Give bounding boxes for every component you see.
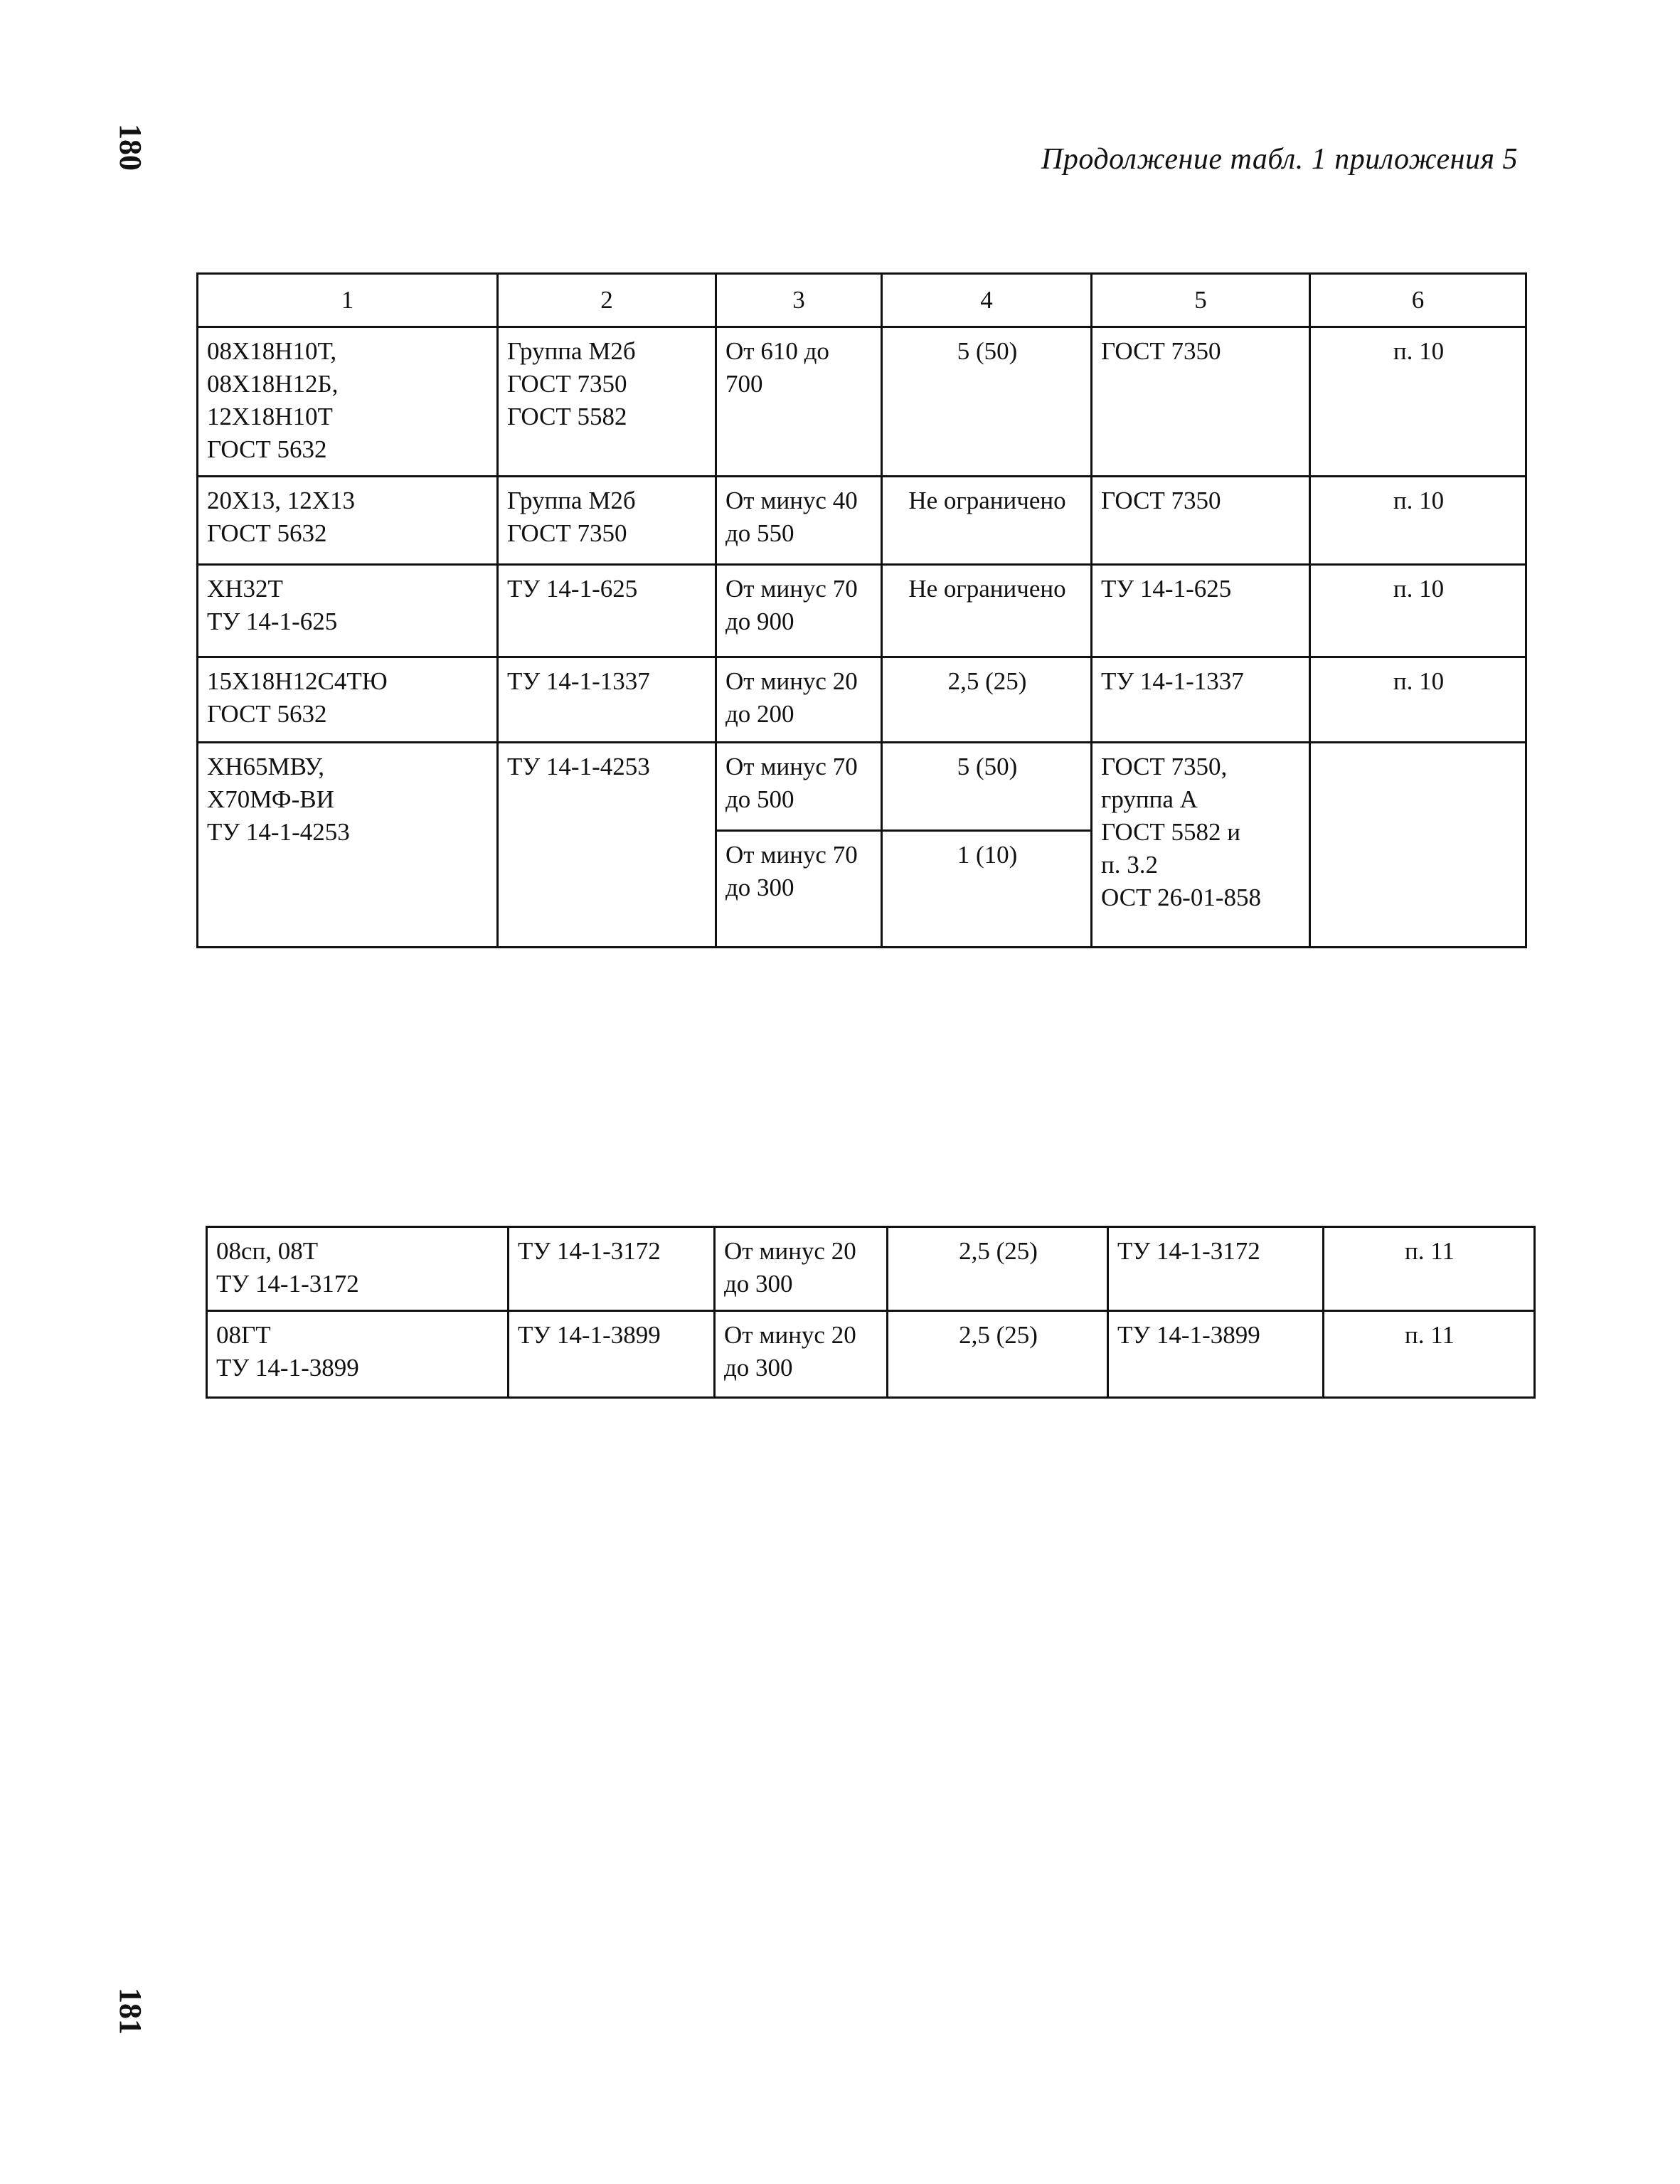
standard-cell: ТУ 14-1-3899: [1108, 1311, 1324, 1398]
note-cell: п. 11: [1324, 1311, 1535, 1398]
pressure-cell: Не ограничено: [882, 477, 1092, 565]
grade-cell: ТУ 14-1-3172: [509, 1227, 715, 1311]
header-cell: 6: [1310, 274, 1526, 327]
note-cell: п. 10: [1310, 477, 1526, 565]
note-cell: п. 10: [1310, 565, 1526, 657]
temperature-cell: От минус 70 до 500: [716, 743, 882, 831]
pressure-cell: 2,5 (25): [888, 1311, 1108, 1398]
grade-cell: ТУ 14-1-3899: [509, 1311, 715, 1398]
table-header-row: [198, 274, 1526, 327]
pressure-cell: 5 (50): [882, 327, 1092, 477]
note-cell: п. 11: [1324, 1227, 1535, 1311]
material-cell: ХН32Т ТУ 14-1-625: [198, 565, 498, 657]
temperature-cell: От минус 20 до 300: [715, 1227, 888, 1311]
header-cell: 5: [1092, 274, 1310, 327]
table-row: [198, 327, 1526, 477]
table-caption: Продолжение табл. 1 приложения 5: [1041, 143, 1518, 176]
grade-cell: Группа М2б ГОСТ 7350 ГОСТ 5582: [498, 327, 716, 477]
page-number-bottom: 181: [113, 1988, 148, 2035]
page-number-top: 180: [113, 124, 148, 171]
pressure-cell: 1 (10): [882, 831, 1092, 948]
material-cell: 15Х18Н12С4ТЮ ГОСТ 5632: [198, 657, 498, 743]
material-cell: ХН65МВУ, Х70МФ-ВИ ТУ 14-1-4253: [198, 743, 498, 948]
table-row: [207, 1227, 1535, 1311]
table-row: [198, 657, 1526, 743]
standard-cell: ГОСТ 7350: [1092, 327, 1310, 477]
material-cell: 08ГТ ТУ 14-1-3899: [207, 1311, 509, 1398]
temperature-cell: От минус 20 до 300: [715, 1311, 888, 1398]
grade-cell: ТУ 14-1-4253: [498, 743, 716, 948]
header-cell: 2: [498, 274, 716, 327]
header-cell: 1: [198, 274, 498, 327]
table-row: [207, 1311, 1535, 1398]
header-cell: 4: [882, 274, 1092, 327]
pressure-cell: 2,5 (25): [882, 657, 1092, 743]
table-row: [198, 743, 1526, 831]
material-cell: 08сп, 08Т ТУ 14-1-3172: [207, 1227, 509, 1311]
main-table: [196, 272, 1527, 948]
standard-cell: ТУ 14-1-3172: [1108, 1227, 1324, 1311]
temperature-cell: От минус 70 до 900: [716, 565, 882, 657]
standard-cell: ТУ 14-1-1337: [1092, 657, 1310, 743]
grade-cell: Группа М2б ГОСТ 7350: [498, 477, 716, 565]
note-cell: [1310, 743, 1526, 948]
temperature-cell: От минус 40 до 550: [716, 477, 882, 565]
standard-cell: ГОСТ 7350, группа А ГОСТ 5582 и п. 3.2 ОСТ 26-01-858: [1092, 743, 1310, 948]
standard-cell: ТУ 14-1-625: [1092, 565, 1310, 657]
material-cell: 20Х13, 12Х13 ГОСТ 5632: [198, 477, 498, 565]
note-cell: п. 10: [1310, 327, 1526, 477]
temperature-cell: От минус 20 до 200: [716, 657, 882, 743]
table-row: [198, 565, 1526, 657]
grade-cell: ТУ 14-1-1337: [498, 657, 716, 743]
temperature-cell: От минус 70 до 300: [716, 831, 882, 948]
note-cell: п. 10: [1310, 657, 1526, 743]
grade-cell: ТУ 14-1-625: [498, 565, 716, 657]
pressure-cell: Не ограничено: [882, 565, 1092, 657]
bottom-table: [206, 1226, 1536, 1399]
table-row: [198, 477, 1526, 565]
pressure-cell: 2,5 (25): [888, 1227, 1108, 1311]
standard-cell: ГОСТ 7350: [1092, 477, 1310, 565]
pressure-cell: 5 (50): [882, 743, 1092, 831]
header-cell: 3: [716, 274, 882, 327]
material-cell: 08Х18Н10Т, 08Х18Н12Б, 12Х18Н10Т ГОСТ 5632: [198, 327, 498, 477]
temperature-cell: От 610 до 700: [716, 327, 882, 477]
